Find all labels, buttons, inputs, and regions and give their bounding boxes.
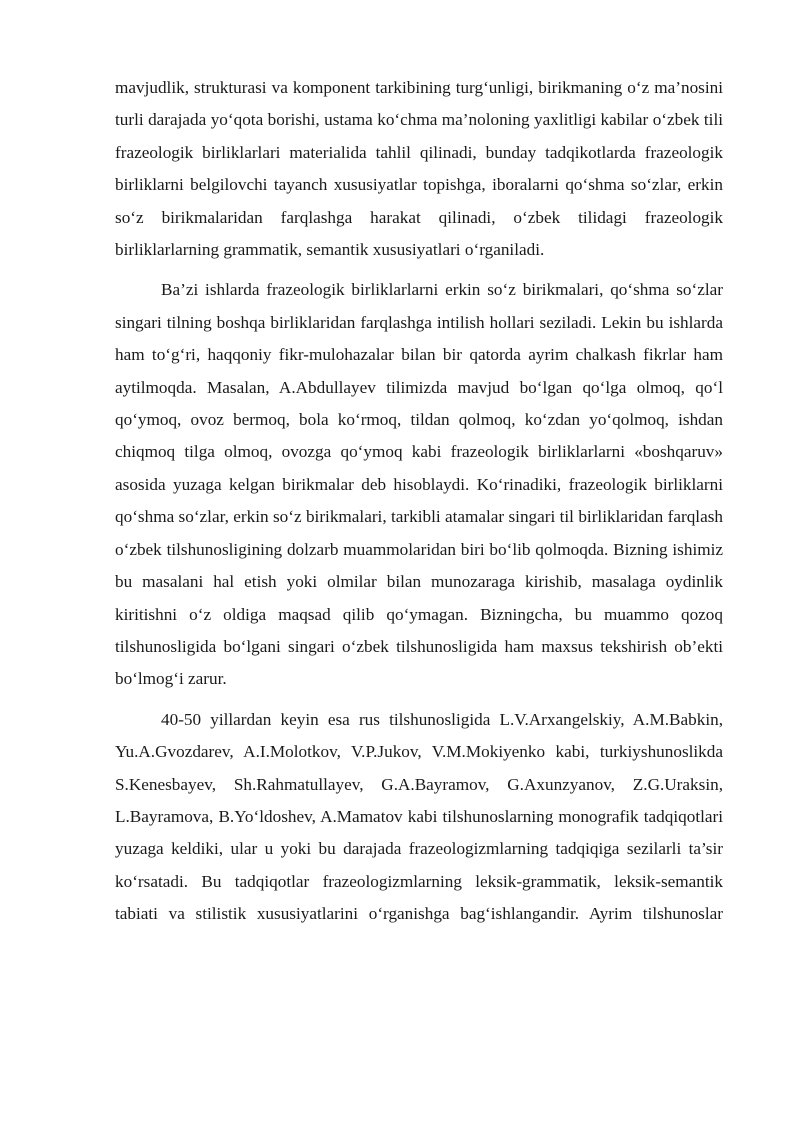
paragraph-2: Ba’zi ishlarda frazeologik birliklarlarni erkin so‘z birikmalari, qo‘shma so‘zlar singari tilning boshqa birliklaridan farqlashga intilish hollari seziladi. Lekin bu ishlarda ham to‘g‘ri, haqqoniy fikr-mulohazalar bilan bir qatorda ayrim chalkash fikrlar ham aytilmoqda. Masalan, A.Abdullayev tilimizda mavjud bo‘lgan qo‘lga olmoq, qo‘l qo‘ymoq, ovoz bermoq, bola ko‘rmoq, tildan qolmoq, ko‘zdan yo‘qolmoq, ishdan chiqmoq tilga olmoq, ovozga qo‘ymoq kabi frazeologik birliklarlarni «boshqaruv» asosida yuzaga kelgan birikmalar deb hisoblaydi. Ko‘rinadiki, frazeologik birliklarni qo‘shma so‘zlar, erkin so‘z birikmalari, tarkibli atamalar singari til birliklaridan farqlash o‘zbek tilshunosligining dolzarb muammolaridan biri bo‘lib qolmoqda. Bizning ishimiz bu masalani hal etish yoki olmilar bilan munozaraga kirishib, masalaga oydinlik kiritishni o‘z oldiga maqsad qilib qo‘ymagan. Bizningcha, bu muammo qozoq tilshunosligida bo‘lgani singari o‘zbek tilshunosligida ham maxsus tekshirish ob’ekti bo‘lmog‘i zarur. <box>115 280 723 689</box>
document-page <box>115 72 723 939</box>
paragraph-3: 40-50 yillardan keyin esa rus tilshunosligida L.V.Arxangelskiy, A.M.Babkin, Yu.A.Gvozdarev, A.I.Molotkov, V.P.Jukov, V.M.Mokiyenko kabi, turkiyshunoslikda S.Kenesbayev, Sh.Rahmatullayev, G.A.Bayramov, G.Axunzyanov, Z.G.Uraksin, L.Bayramova, B.Yo‘ldoshev, A.Mamatov kabi tilshunoslarning monografik tadqiqotlari yuzaga keldiki, ular u yoki bu darajada frazeologizmlarning tadqiqiga sezilarli ta’sir ko‘rsatadi. Bu tadqiqotlar frazeologizmlarning leksik-grammatik, leksik-semantik tabiati va stilistik xususiyatlarini o‘rganishga bag‘ishlangandir. Ayrim tilshunoslar <box>115 709 723 924</box>
paragraph-1: mavjudlik, strukturasi va komponent tarkibining turg‘unligi, birikmaning o‘z ma’nosini turli darajada yo‘qota borishi, ustama ko‘chma ma’noloning yaxlitligi kabilar o‘zbek tili frazeologik birliklarlari materialida tahlil qilinadi, bunday tadqikotlarda frazeologik birliklarni belgilovchi tayanch xususiyatlar topishga, iboralarni qo‘shma so‘zlar, erkin so‘z birikmalaridan farqlashga harakat qilinadi, o‘zbek tilidagi frazeologik birliklarlarning grammatik, semantik xususiyatlari o‘rganiladi. <box>115 78 723 260</box>
